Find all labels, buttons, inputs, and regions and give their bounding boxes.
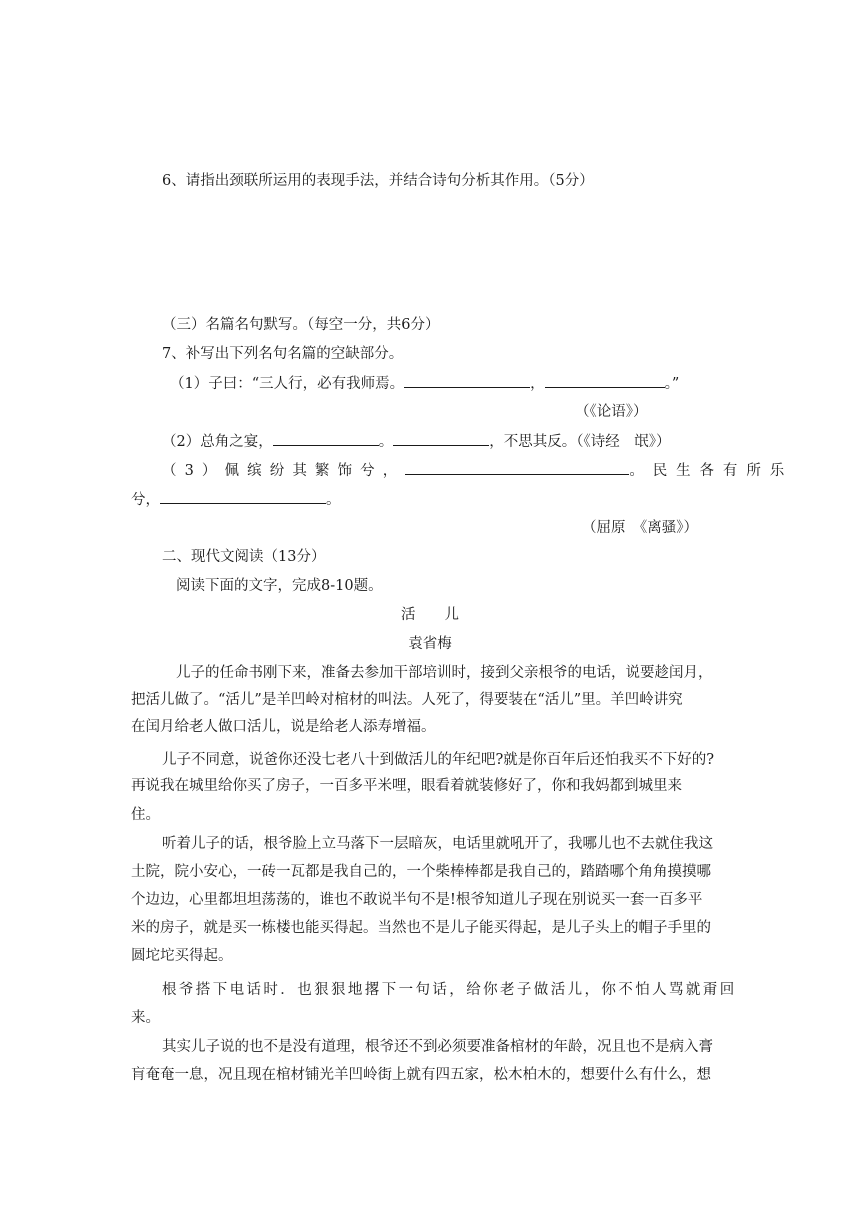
story-title: 活 儿 [401,607,459,623]
story-p3-line-5: 圆坨坨买得起。 [131,948,233,964]
fill-item-2-mid: 。 [378,434,394,450]
story-p3-line-3: 个边边，心里都坦坦荡荡的，谁也不敢说半句不是!根爷知道儿子现在别说买一套一百多平 [131,892,703,908]
fill-item-2-prefix: （2）总角之宴， [162,434,273,450]
fill-item-3-line-2 [131,489,341,510]
fill-blank-1a[interactable] [404,373,530,388]
fill-blank-1b[interactable] [545,373,665,388]
fill-item-2-end: ，不思其反。（《诗经 氓》） [489,434,671,450]
fill-item-3-line2-prefix: 兮， [131,492,160,508]
fill-item-3-prefix: （3）佩缤纷其繁饰兮， [162,463,406,479]
story-p1-line-2: 把活儿做了。“活儿”是羊凹岭对棺材的叫法。人死了，得要装在“活儿”里。羊凹岭讲究 [131,692,683,708]
story-p1-line-1: 儿子的任命书刚下来，准备去参加干部培训时，接到父亲根爷的电话，说要趁闰月， [176,665,713,681]
fill-item-3-mid: 。民生各有所乐 [629,463,794,479]
story-p3-line-4: 米的房子，就是买一栋楼也能买得起。当然也不是儿子能买得起，是儿子头上的帽子手里的 [131,920,711,936]
story-p3-line-1: 听着儿子的话，根爷脸上立马落下一层暗灰，电话里就吼开了，我哪儿也不去就住我这 [162,836,713,852]
fill-blank-3b[interactable] [160,489,326,504]
story-p2-line-1: 儿子不同意，说爸你还没七老八十到做活儿的年纪吧?就是你百年后还怕我买不下好的? [162,752,715,768]
fill-item-1-sep: ， [530,376,545,392]
story-p4-line-2: 来。 [131,1010,160,1026]
story-p5-line-1: 其实儿子说的也不是没有道理，根爷还不到必须要准备棺材的年龄，况且也不是病入膏 [162,1039,713,1055]
story-p2-line-3: 住。 [131,807,160,823]
fill-item-1 [170,373,679,394]
story-p3-line-2: 土院，院小安心，一砖一瓦都是我自己的，一个柴棒棒都是我自己的，踏踏哪个角角摸摸哪 [131,864,711,880]
fill-item-1-source: （《论语》） [575,404,648,420]
story-p4-line-1: 根爷搭下电话时．也狠狠地撂下一句话，给你老子做活儿，你不怕人骂就甭回 [162,982,737,998]
fill-item-3-line2-end: 。 [326,492,341,508]
fill-item-3-source: （屈原 《离骚》） [582,520,698,536]
section-3-heading: （三）名篇名句默写。（每空一分，共6分） [162,317,440,333]
fill-blank-2b[interactable] [393,431,489,446]
story-p2-line-2: 再说我在城里给你买了房子，一百多平米哩，眼看着就装修好了，你和我妈都到城里来 [131,778,682,794]
fill-item-2 [162,431,670,452]
reading-instruction: 阅读下面的文字，完成8-10题。 [176,578,383,594]
question-6: 6、请指出颈联所运用的表现手法，并结合诗句分析其作用。（5分） [162,173,594,189]
modern-reading-heading: 二、现代文阅读（13分） [162,549,326,565]
fill-item-3-line-1 [162,460,794,481]
story-p1-line-3: 在闰月给老人做口活儿，说是给老人添寿增福。 [131,719,436,735]
fill-blank-3a[interactable] [405,460,629,475]
fill-blank-2a[interactable] [273,431,379,446]
fill-item-1-end: 。” [664,376,680,392]
story-p5-line-2: 肓奄奄一息，况且现在棺材铺光羊凹岭街上就有四五家，松木柏木的，想要什么有什么，想 [131,1067,711,1083]
fill-item-1-prefix: （1）子曰：“三人行，必有我师焉。 [170,376,405,392]
story-author: 袁省梅 [408,636,452,652]
question-7-intro: 7、补写出下列名句名篇的空缺部分。 [162,346,404,362]
